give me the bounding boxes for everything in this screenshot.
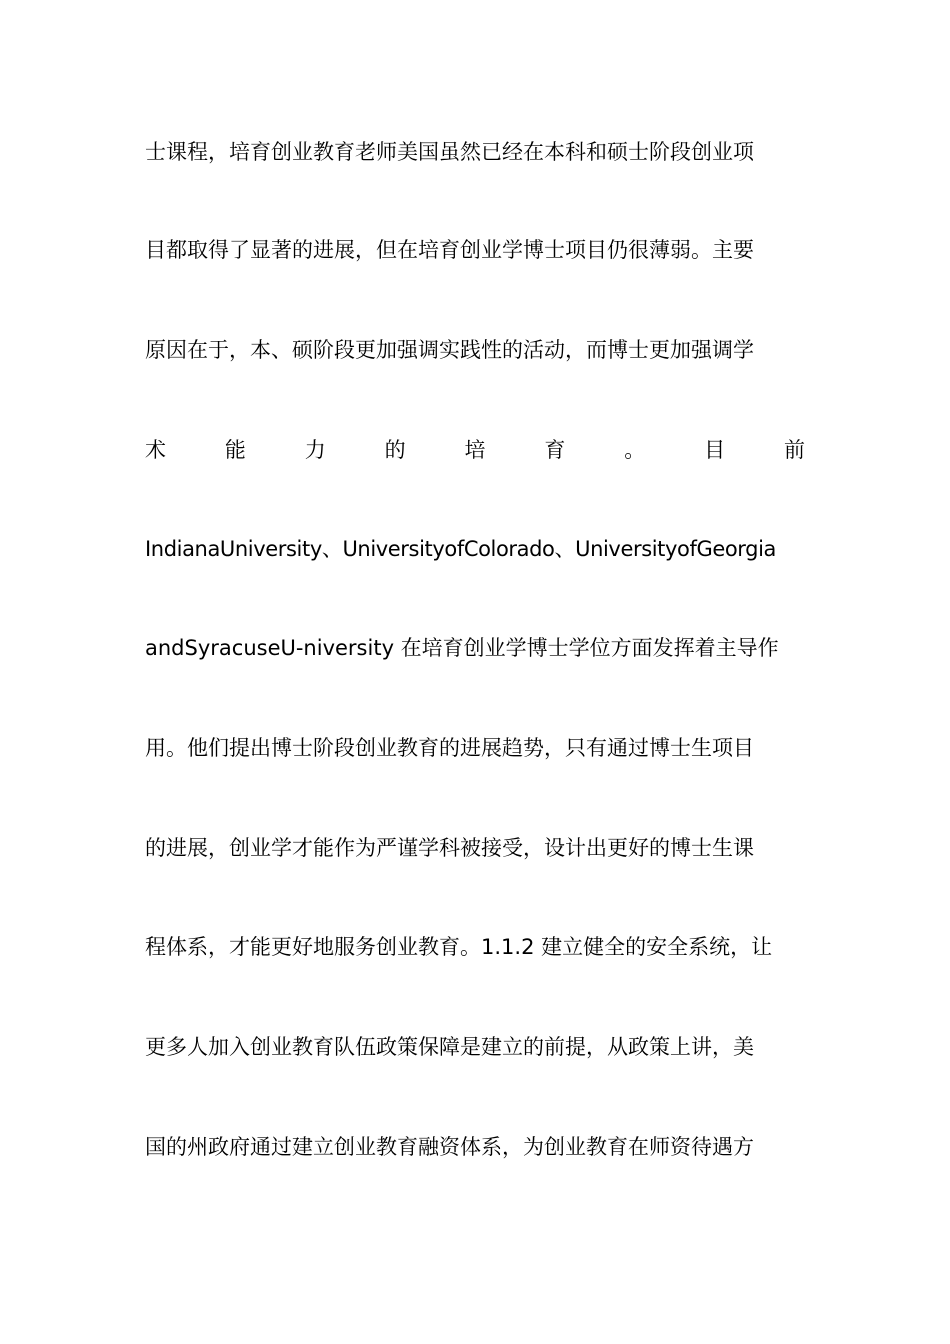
text-line-2: 目都取得了显著的进展，但在培育创业学博士项目仍很薄弱。主要 — [145, 238, 754, 262]
spread-char-5: 培 — [464, 438, 486, 462]
text-line-8: 的进展，创业学才能作为严谨学科被接受，设计出更好的博士生课 — [145, 836, 754, 860]
spread-char-7: 。 — [624, 438, 646, 462]
text-line-3: 原因在于，本、硕阶段更加强调实践性的活动，而博士更加强调学 — [145, 338, 754, 362]
text-line-4-spread — [145, 430, 805, 470]
spread-char-6: 育 — [544, 438, 566, 462]
text-line-7: 用。他们提出博士阶段创业教育的进展趋势，只有通过博士生项目 — [145, 736, 754, 760]
text-line-1: 士课程，培育创业教育老师美国虽然已经在本科和硕士阶段创业项 — [145, 140, 754, 164]
spread-char-1: 术 — [145, 438, 166, 462]
spread-char-8: 目 — [704, 438, 726, 462]
spread-char-2: 能 — [224, 438, 246, 462]
text-line-10: 更多人加入创业教育队伍政策保障是建立的前提，从政策上讲，美 — [145, 1035, 754, 1059]
text-line-11: 国的州政府通过建立创业教育融资体系，为创业教育在师资待遇方 — [145, 1135, 754, 1159]
spread-char-3: 力 — [304, 438, 326, 462]
spread-char-9: 前 — [784, 438, 805, 462]
text-line-6: andSyracuseU-niversity 在培育创业学博士学位方面发挥着主导作 — [145, 636, 779, 660]
text-line-5: IndianaUniversity、UniversityofColorado、UniversityofGeorgia — [145, 537, 777, 561]
spread-char-4: 的 — [384, 438, 406, 462]
text-line-9: 程体系，才能更好地服务创业教育。1.1.2 建立健全的安全系统，让 — [145, 935, 773, 959]
